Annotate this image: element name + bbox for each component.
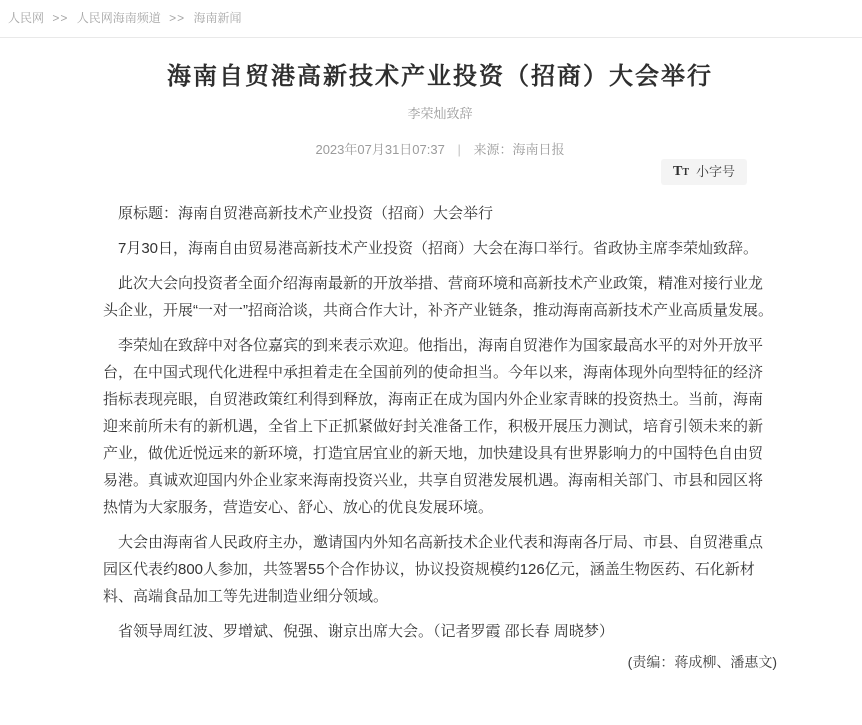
breadcrumb-link-hainan-news[interactable]: 海南新闻 bbox=[193, 11, 242, 25]
publish-date: 2023年07月31日07:37 bbox=[315, 142, 445, 157]
editor-credit: (责编：蒋成柳、潘惠文) bbox=[627, 654, 777, 670]
header-divider bbox=[0, 37, 862, 38]
breadcrumb-separator: >> bbox=[52, 11, 69, 25]
original-title-line: 原标题：海南自贸港高新技术产业投资（招商）大会举行 bbox=[118, 205, 494, 222]
source-label: 来源： bbox=[473, 142, 513, 157]
article-body bbox=[103, 200, 777, 671]
article-paragraph: 大会由海南省人民政府主办，邀请国内外知名高新技术企业代表和海南各厅局、市县、自贸港重点园区代表约800人参加，共签署55个合作协议，协议投资规模约126亿元，涵盖生物医药、石化新材料、高端食品加工等先进制造业细分领域。 bbox=[103, 534, 764, 605]
breadcrumb-separator: >> bbox=[169, 11, 186, 25]
font-size-button-label: 小字号 bbox=[695, 164, 735, 179]
breadcrumb bbox=[0, 0, 862, 37]
article-paragraph: 省领导周红波、罗增斌、倪强、谢京出席大会。（记者罗霞 邵长春 周晓梦） bbox=[118, 623, 614, 640]
article-paragraph: 李荣灿在致辞中对各位嘉宾的到来表示欢迎。他指出，海南自贸港作为国家最高水平的对外开放平台，在中国式现代化进程中承担着走在全国前列的使命担当。今年以来，海南体现外向型特征的经济指标表现亮眼，自贸港政策红利得到释放，海南正在成为国内外企业家青睐的投资热土。当前，海南迎来前所未有的新机遇，全省上下正抓紧做好封关准备工作，积极开展压力测试，培育引领未来的新产业，做优近悦远来的新环境，打造宜居宜业的新天地，加快建设具有世界影响力的中国特色自由贸易港。真诚欢迎国内外企业家来海南投资兴业，共享自贸港发展机遇。海南相关部门、市县和园区将热情为大家服务，营造安心、舒心、放心的优良发展环境。 bbox=[103, 337, 764, 516]
breadcrumb-link-hainan-channel[interactable]: 人民网海南频道 bbox=[76, 11, 161, 25]
article-paragraph: 此次大会向投资者全面介绍海南最新的开放举措、营商环境和高新技术产业政策，精准对接行业龙头企业，开展“一对一”招商洽谈，共商合作大计，补齐产业链条，推动海南高新技术产业高质量发展。 bbox=[103, 275, 773, 319]
font-size-icon: TT bbox=[672, 164, 689, 179]
meta-separator: | bbox=[457, 142, 461, 157]
article-content bbox=[103, 62, 777, 671]
page-title: 海南自贸港高新技术产业投资（招商）大会举行 bbox=[167, 63, 713, 90]
article-paragraph: 7月30日，海南自由贸易港高新技术产业投资（招商）大会在海口举行。省政协主席李荣灿致辞。 bbox=[118, 240, 759, 257]
font-size-button[interactable] bbox=[661, 159, 747, 185]
breadcrumb-link-peoples-net[interactable]: 人民网 bbox=[8, 11, 45, 25]
article-tools bbox=[103, 159, 777, 185]
source-link[interactable]: 海南日报 bbox=[512, 142, 565, 157]
article-subtitle: 李荣灿致辞 bbox=[407, 106, 473, 121]
article-meta bbox=[103, 141, 777, 159]
